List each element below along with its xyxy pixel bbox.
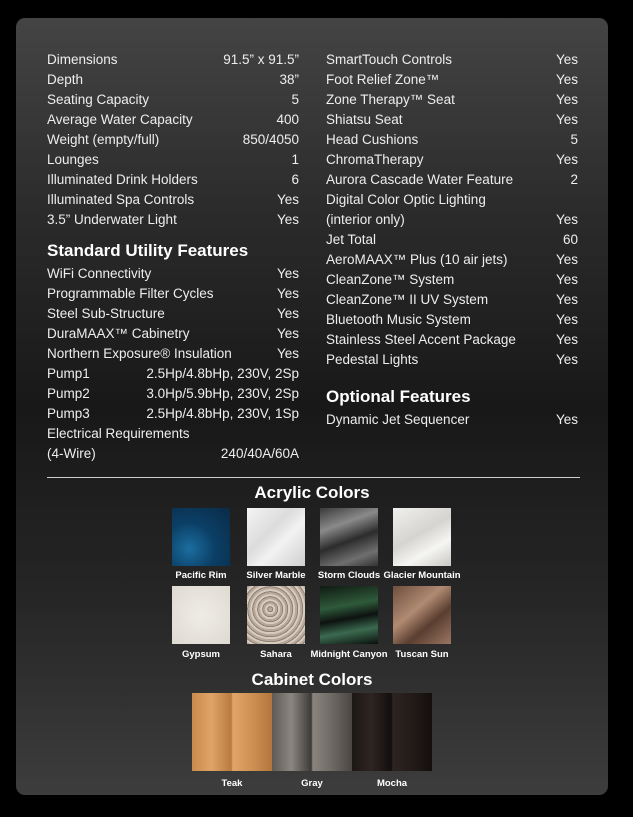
swatch-label: Tuscan Sun bbox=[395, 649, 449, 660]
pump-value: 2.5Hp/4.8bHp, 230V, 1Sp bbox=[146, 406, 299, 421]
spec-value: Yes bbox=[555, 52, 578, 67]
spec-label: 3.5” Underwater Light bbox=[47, 212, 177, 227]
pump-value: 2.5Hp/4.8bHp, 230V, 2Sp bbox=[146, 366, 299, 381]
spec-label: Dynamic Jet Sequencer bbox=[326, 412, 470, 427]
spec-label: Lounges bbox=[47, 152, 99, 167]
spec-row bbox=[47, 130, 299, 150]
spec-row bbox=[326, 350, 578, 370]
spec-value: 60 bbox=[562, 232, 578, 247]
spec-value: 400 bbox=[276, 112, 299, 127]
silver-marble-swatch bbox=[247, 508, 305, 566]
tuscan-sun-swatch bbox=[393, 586, 451, 644]
spec-label: SmartTouch Controls bbox=[326, 52, 453, 67]
left-spec-column bbox=[47, 50, 299, 464]
spec-label: Programmable Filter Cycles bbox=[47, 286, 214, 301]
spec-row bbox=[326, 170, 578, 190]
spec-label: Depth bbox=[47, 72, 84, 87]
spec-label: Steel Sub-Structure bbox=[47, 306, 165, 321]
spec-label: WiFi Connectivity bbox=[47, 266, 152, 281]
spec-label: Weight (empty/full) bbox=[47, 132, 160, 147]
swatch-label: Midnight Canyon bbox=[310, 649, 388, 660]
spec-label: Illuminated Drink Holders bbox=[47, 172, 198, 187]
spec-label: Average Water Capacity bbox=[47, 112, 193, 127]
spec-label: Pedestal Lights bbox=[326, 352, 419, 367]
spec-value: Yes bbox=[276, 192, 299, 207]
spec-value: Yes bbox=[555, 352, 578, 367]
spec-label: Stainless Steel Accent Package bbox=[326, 332, 516, 347]
spec-row bbox=[47, 324, 299, 344]
spec-label: Shiatsu Seat bbox=[326, 112, 403, 127]
spec-label: CleanZone™ II UV System bbox=[326, 292, 489, 307]
spec-value: Yes bbox=[276, 212, 299, 227]
swatch-label: Glacier Mountain bbox=[383, 570, 461, 581]
spec-label: CleanZone™ System bbox=[326, 272, 455, 287]
optional-features-heading: Optional Features bbox=[326, 387, 471, 406]
midnight-canyon-swatch bbox=[320, 586, 378, 644]
pump-value: 3.0Hp/5.9bHp, 230V, 2Sp bbox=[146, 386, 299, 401]
cabinet-colors-heading: Cabinet Colors bbox=[251, 670, 373, 689]
spec-row bbox=[326, 250, 578, 270]
spec-value: Yes bbox=[276, 306, 299, 321]
section-divider bbox=[47, 477, 580, 478]
spec-value: Yes bbox=[555, 412, 578, 427]
spec-label: Zone Therapy™ Seat bbox=[326, 92, 455, 107]
teak-cabinet-swatch bbox=[192, 693, 272, 771]
electrical-sub: (4-Wire) bbox=[47, 446, 96, 461]
spec-row bbox=[326, 50, 578, 70]
spec-row bbox=[326, 330, 578, 350]
spec-label: Dimensions bbox=[47, 52, 118, 67]
spec-row bbox=[47, 190, 299, 210]
acrylic-colors-heading: Acrylic Colors bbox=[254, 483, 370, 502]
spec-value: Yes bbox=[555, 272, 578, 287]
spec-label: Bluetooth Music System bbox=[326, 312, 471, 327]
spec-value: 5 bbox=[291, 92, 299, 107]
spec-row bbox=[47, 90, 299, 110]
spec-value: Yes bbox=[276, 266, 299, 281]
spec-row bbox=[326, 290, 578, 310]
spec-value: Yes bbox=[276, 346, 299, 361]
spec-value: 91.5” x 91.5” bbox=[223, 52, 299, 67]
spec-label: Foot Relief Zone™ bbox=[326, 72, 440, 87]
pump-label: Pump3 bbox=[47, 406, 90, 421]
pacific-rim-swatch bbox=[172, 508, 230, 566]
spec-row bbox=[326, 230, 578, 250]
spec-label: Illuminated Spa Controls bbox=[47, 192, 195, 207]
spec-value: Yes bbox=[555, 72, 578, 87]
spec-row bbox=[326, 310, 578, 330]
spec-label: DuraMAAX™ Cabinetry bbox=[47, 326, 190, 341]
spec-label: Digital Color Optic Lighting bbox=[326, 192, 486, 207]
cabinet-label: Gray bbox=[301, 778, 323, 789]
spec-row bbox=[326, 410, 578, 430]
spec-value: 1 bbox=[291, 152, 299, 167]
spec-value: 2 bbox=[570, 172, 578, 187]
mocha-cabinet-swatch bbox=[352, 693, 432, 771]
electrical-row-sub bbox=[47, 444, 299, 464]
spec-row bbox=[47, 284, 299, 304]
electrical-value: 240/40A/60A bbox=[220, 446, 299, 461]
swatch-label: Gypsum bbox=[181, 649, 220, 660]
right-spec-column bbox=[326, 50, 578, 430]
swatch-label: Sahara bbox=[260, 649, 292, 660]
spec-value: 6 bbox=[291, 172, 299, 187]
swatch-label: Silver Marble bbox=[246, 570, 306, 581]
spec-value: Yes bbox=[555, 152, 578, 167]
sahara-swatch bbox=[247, 586, 305, 644]
cabinet-label: Mocha bbox=[376, 778, 408, 789]
spec-label: ChromaTherapy bbox=[326, 152, 424, 167]
spec-row bbox=[47, 210, 299, 230]
standard-utility-heading: Standard Utility Features bbox=[47, 241, 249, 260]
spec-row bbox=[326, 190, 578, 210]
spec-row bbox=[47, 50, 299, 70]
cabinet-label: Teak bbox=[221, 778, 243, 789]
storm-clouds-swatch bbox=[320, 508, 378, 566]
pump-row bbox=[47, 384, 299, 404]
spec-value: Yes bbox=[555, 112, 578, 127]
spec-row bbox=[47, 170, 299, 190]
spec-row bbox=[326, 270, 578, 290]
spec-row bbox=[47, 264, 299, 284]
spec-row bbox=[326, 70, 578, 90]
spec-row bbox=[47, 150, 299, 170]
spec-row bbox=[326, 210, 578, 230]
spec-row bbox=[326, 150, 578, 170]
spec-row bbox=[326, 110, 578, 130]
spec-value: Yes bbox=[555, 292, 578, 307]
glacier-mountain-swatch bbox=[393, 508, 451, 566]
spec-sub: (interior only) bbox=[326, 212, 405, 227]
gray-cabinet-swatch bbox=[272, 693, 352, 771]
spec-label: AeroMAAX™ Plus (10 air jets) bbox=[326, 252, 508, 267]
pump-row bbox=[47, 404, 299, 424]
spec-value: Yes bbox=[276, 326, 299, 341]
spec-row bbox=[47, 110, 299, 130]
spec-label: Head Cushions bbox=[326, 132, 419, 147]
swatch-label: Storm Clouds bbox=[317, 570, 381, 581]
spec-sheet-card bbox=[16, 18, 608, 795]
pump-row bbox=[47, 364, 299, 384]
spec-value: Yes bbox=[276, 286, 299, 301]
spec-label: Jet Total bbox=[326, 232, 377, 247]
spec-label: Northern Exposure® Insulation bbox=[47, 346, 232, 361]
spec-row bbox=[326, 130, 578, 150]
spec-value: 38” bbox=[279, 72, 299, 87]
spec-value: Yes bbox=[555, 312, 578, 327]
spec-row bbox=[47, 304, 299, 324]
spec-row bbox=[326, 90, 578, 110]
spec-value: 5 bbox=[570, 132, 578, 147]
pump-label: Pump1 bbox=[47, 366, 90, 381]
spec-value: Yes bbox=[555, 212, 578, 227]
spec-label: Seating Capacity bbox=[47, 92, 150, 107]
electrical-label: Electrical Requirements bbox=[47, 426, 190, 441]
spec-row bbox=[47, 70, 299, 90]
gypsum-swatch bbox=[172, 586, 230, 644]
spec-value: Yes bbox=[555, 92, 578, 107]
spec-label: Aurora Cascade Water Feature bbox=[326, 172, 514, 187]
spec-value: Yes bbox=[555, 252, 578, 267]
spec-value: 850/4050 bbox=[242, 132, 299, 147]
pump-label: Pump2 bbox=[47, 386, 90, 401]
electrical-row bbox=[47, 424, 299, 444]
spec-value: Yes bbox=[555, 332, 578, 347]
spec-row bbox=[47, 344, 299, 364]
swatch-label: Pacific Rim bbox=[175, 570, 227, 581]
